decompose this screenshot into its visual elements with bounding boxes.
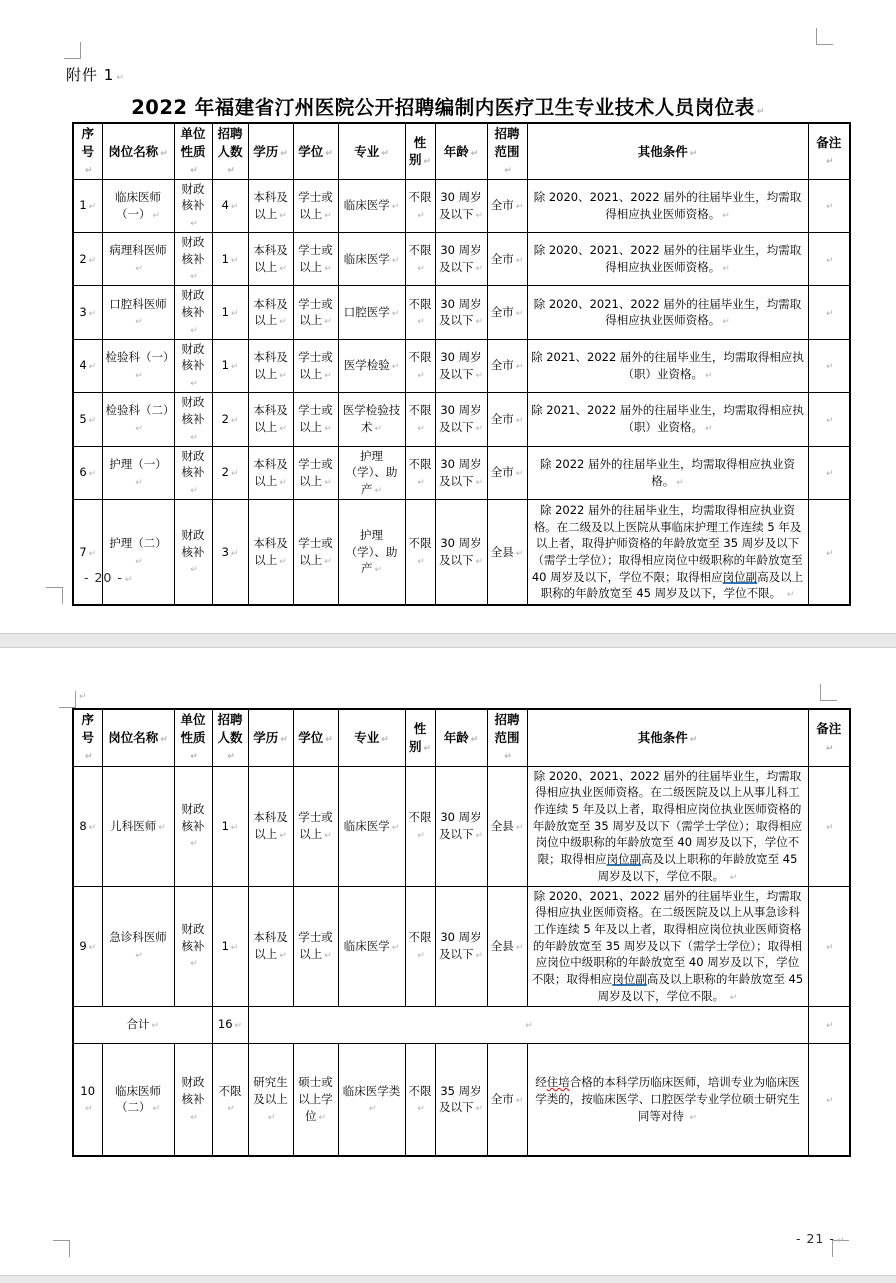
cell-gender: 不限 ↵ bbox=[405, 232, 435, 285]
cell-seq: 1 ↵ bbox=[73, 179, 102, 232]
cell-count: 1 ↵ bbox=[212, 286, 248, 339]
cell-degree: 学士或以上 ↵ bbox=[293, 393, 338, 446]
table-row bbox=[73, 286, 850, 339]
cell-post-name: 临床医师（一） ↵ bbox=[102, 179, 174, 232]
cell-education: 本科及以上 ↵ bbox=[248, 232, 293, 285]
cell-major: 临床医学 ↵ bbox=[338, 232, 405, 285]
margin-mark-icon bbox=[59, 691, 76, 708]
cell-unit-type: 财政核补 ↵ bbox=[174, 499, 212, 605]
total-row bbox=[73, 1006, 850, 1043]
cell-remark bbox=[808, 286, 850, 339]
header-degree: 学位 ↵ bbox=[293, 123, 338, 179]
cell-age: 30 周岁及以下 ↵ bbox=[435, 393, 487, 446]
table-row bbox=[73, 339, 850, 392]
cell-other-conditions bbox=[527, 766, 808, 886]
cell-scope: 全县 ↵ bbox=[487, 499, 527, 605]
cell-degree: 学士或以上 ↵ bbox=[293, 499, 338, 605]
cell-degree: 学士或以上 ↵ bbox=[293, 446, 338, 499]
cell-count: 4 ↵ bbox=[212, 179, 248, 232]
cell-remark bbox=[808, 766, 850, 886]
cell-major: 口腔医学 ↵ bbox=[338, 286, 405, 339]
header-major: 专业 ↵ bbox=[338, 123, 405, 179]
cell-unit-type: 财政核补 ↵ bbox=[174, 286, 212, 339]
cell-post-name: 急诊科医师 ↵ bbox=[102, 886, 174, 1006]
underlined-term: 岗位副 bbox=[606, 851, 642, 866]
cell-count: 1 ↵ bbox=[212, 232, 248, 285]
cell-scope: 全市 ↵ bbox=[487, 339, 527, 392]
header-other-conditions: 其他条件 ↵ bbox=[527, 709, 808, 766]
cell-seq: 7 ↵ bbox=[73, 499, 102, 605]
cell-other-conditions: 除 2022 届外的往届毕业生，均需取得相应执业资格。 ↵ bbox=[527, 446, 808, 499]
positions-table-page2 bbox=[72, 708, 851, 1157]
table-row bbox=[73, 499, 850, 605]
margin-mark-icon bbox=[53, 1240, 70, 1257]
other-conditions-text: 合格的本科学历临床医师，培训专业为临床医学类的，按临床医学、口腔医学专业学位硕士研究生同等对待 bbox=[535, 1075, 800, 1123]
attachment-label: 附件 1 ↵ bbox=[66, 64, 125, 85]
page-title: 2022 年福建省汀州医院公开招聘编制内医疗卫生专业技术人员岗位表 ↵ bbox=[0, 92, 896, 120]
cell-remark bbox=[808, 393, 850, 446]
header-gender: 性别 ↵ bbox=[405, 123, 435, 179]
cell-count: 不限 ↵ bbox=[212, 1043, 248, 1156]
cell-age: 30 周岁及以下 ↵ bbox=[435, 232, 487, 285]
cell-other-conditions: 除 2020、2021、2022 届外的往届毕业生，均需取得相应执业医师资格。 ↵ bbox=[527, 286, 808, 339]
table-row bbox=[73, 446, 850, 499]
header-remark: 备注 ↵ bbox=[808, 123, 850, 179]
cell-other-conditions: 除 2020、2021、2022 届外的往届毕业生，均需取得相应执业医师资格。 ↵ bbox=[527, 179, 808, 232]
cell-age: 30 周岁及以下 ↵ bbox=[435, 339, 487, 392]
total-label: 合计 ↵ bbox=[73, 1006, 212, 1043]
cell-education: 本科及以上 ↵ bbox=[248, 393, 293, 446]
cell-education: 本科及以上 ↵ bbox=[248, 886, 293, 1006]
cell-age: 30 周岁及以下 ↵ bbox=[435, 286, 487, 339]
table-row bbox=[73, 1043, 850, 1156]
cell-post-name: 临床医师（二） ↵ bbox=[102, 1043, 174, 1156]
cell-seq: 6 ↵ bbox=[73, 446, 102, 499]
table-header-row bbox=[73, 709, 850, 766]
cell-count: 1 ↵ bbox=[212, 886, 248, 1006]
cell-degree: 学士或以上 ↵ bbox=[293, 339, 338, 392]
cell-remark bbox=[808, 232, 850, 285]
cell-remark bbox=[808, 499, 850, 605]
cell-seq: 2 ↵ bbox=[73, 232, 102, 285]
header-count: 招聘人数 ↵ bbox=[212, 123, 248, 179]
margin-mark-icon bbox=[46, 587, 63, 604]
cell-count: 2 ↵ bbox=[212, 393, 248, 446]
cell-post-name: 口腔科医师 ↵ bbox=[102, 286, 174, 339]
cell-seq: 3 ↵ bbox=[73, 286, 102, 339]
cell-major: 护理（学）、助产 ↵ bbox=[338, 446, 405, 499]
cell-seq: 8 ↵ bbox=[73, 766, 102, 886]
cell-degree: 学士或以上 ↵ bbox=[293, 179, 338, 232]
header-major: 专业 ↵ bbox=[338, 709, 405, 766]
cell-unit-type: 财政核补 ↵ bbox=[174, 886, 212, 1006]
cell-other-conditions bbox=[527, 499, 808, 605]
header-age: 年龄 ↵ bbox=[435, 123, 487, 179]
header-unit-type: 单位性质 ↵ bbox=[174, 123, 212, 179]
other-conditions-text: 除 2022 届外的往届毕业生，均需取得相应执业资格。在二级及以上医院从事临床护理工作连续 5 年及以上者，取得护师资格的年龄放宽至 35 周岁及以下（需学士学位）；取得相应岗位中级职称的年龄放宽至 40 周岁及以下，学位不限；取得相应 bbox=[531, 502, 803, 584]
underlined-term: 岗位副 bbox=[612, 971, 647, 986]
cell-scope: 全县 ↵ bbox=[487, 886, 527, 1006]
margin-mark-icon bbox=[64, 42, 81, 59]
cell-age: 30 周岁及以下 ↵ bbox=[435, 886, 487, 1006]
cell-remark bbox=[808, 446, 850, 499]
page-number: - 21 - ↵ bbox=[796, 1231, 845, 1246]
other-conditions-text: 高及以上职称的年龄放宽至 45 周岁及以下，学位不限。 bbox=[597, 971, 804, 1003]
cell-scope: 全市 ↵ bbox=[487, 232, 527, 285]
cell-degree: 硕士或以上学位 ↵ bbox=[293, 1043, 338, 1156]
cell-major: 医学检验技术 ↵ bbox=[338, 393, 405, 446]
cell-age: 30 周岁及以下 ↵ bbox=[435, 499, 487, 605]
header-post-name: 岗位名称 ↵ bbox=[102, 123, 174, 179]
cell-age: 30 周岁及以下 ↵ bbox=[435, 179, 487, 232]
cell-remark bbox=[808, 339, 850, 392]
cell-scope: 全市 ↵ bbox=[487, 446, 527, 499]
table-header-row bbox=[73, 123, 850, 179]
cell-remark bbox=[808, 886, 850, 1006]
table-row bbox=[73, 393, 850, 446]
cell-post-name: 检验科（二） ↵ bbox=[102, 393, 174, 446]
spellcheck-flagged-term: 住培 bbox=[546, 1075, 570, 1090]
underlined-term: 岗位副 bbox=[722, 569, 758, 584]
cell-education: 本科及以上 ↵ bbox=[248, 446, 293, 499]
cell-seq: 10 ↵ bbox=[73, 1043, 102, 1156]
table-row bbox=[73, 886, 850, 1006]
header-other-conditions: 其他条件 ↵ bbox=[527, 123, 808, 179]
header-education: 学历 ↵ bbox=[248, 709, 293, 766]
cell-age: 30 周岁及以下 ↵ bbox=[435, 766, 487, 886]
cell-count: 2 ↵ bbox=[212, 446, 248, 499]
header-gender: 性别 ↵ bbox=[405, 709, 435, 766]
header-seq: 序号 ↵ bbox=[73, 123, 102, 179]
cell-major: 临床医学 ↵ bbox=[338, 179, 405, 232]
header-scope: 招聘范围 ↵ bbox=[487, 123, 527, 179]
cell-post-name: 检验科（一） ↵ bbox=[102, 339, 174, 392]
header-unit-type: 单位性质 ↵ bbox=[174, 709, 212, 766]
other-conditions-text: 经 bbox=[535, 1075, 547, 1090]
cell-remark bbox=[808, 1043, 850, 1156]
cell-major: 临床医学类 ↵ bbox=[338, 1043, 405, 1156]
cell-gender: 不限 ↵ bbox=[405, 179, 435, 232]
cell-remark bbox=[808, 179, 850, 232]
cell-gender: 不限 ↵ bbox=[405, 393, 435, 446]
cell-major: 护理（学）、助产 ↵ bbox=[338, 499, 405, 605]
header-age: 年龄 ↵ bbox=[435, 709, 487, 766]
cell-gender: 不限 ↵ bbox=[405, 886, 435, 1006]
cell-gender: 不限 ↵ bbox=[405, 766, 435, 886]
cell-education: 本科及以上 ↵ bbox=[248, 286, 293, 339]
cell-post-name: 护理（二） ↵ bbox=[102, 499, 174, 605]
header-remark: 备注 ↵ bbox=[808, 709, 850, 766]
cell-unit-type: 财政核补 ↵ bbox=[174, 232, 212, 285]
cell-seq: 5 ↵ bbox=[73, 393, 102, 446]
total-empty-cell bbox=[248, 1006, 808, 1043]
other-conditions-text: 除 2020、2021、2022 届外的往届毕业生，均需取得相应执业医师资格。在二级医院及以上从事儿科工作连续 5 年及以上者，取得相应岗位执业医师资格的年龄放宽至 35 周岁及以下（需学士学位）；取得相应岗位中级职称的年龄放宽至 40 周岁及以下，学位不限；取得相应 bbox=[532, 768, 803, 866]
cell-scope: 全市 ↵ bbox=[487, 286, 527, 339]
paragraph-mark-icon: ↵ bbox=[79, 692, 87, 702]
margin-mark-icon bbox=[816, 28, 833, 45]
cell-seq: 4 ↵ bbox=[73, 339, 102, 392]
cell-unit-type: 财政核补 ↵ bbox=[174, 446, 212, 499]
header-scope: 招聘范围 ↵ bbox=[487, 709, 527, 766]
cell-gender: 不限 ↵ bbox=[405, 339, 435, 392]
margin-mark-icon bbox=[820, 684, 837, 701]
cell-unit-type: 财政核补 ↵ bbox=[174, 1043, 212, 1156]
cell-age: 35 周岁及以下 ↵ bbox=[435, 1043, 487, 1156]
header-degree: 学位 ↵ bbox=[293, 709, 338, 766]
cell-other-conditions bbox=[527, 1043, 808, 1156]
cell-unit-type: 财政核补 ↵ bbox=[174, 766, 212, 886]
cell-remark bbox=[808, 1006, 850, 1043]
cell-scope: 全市 ↵ bbox=[487, 393, 527, 446]
cell-post-name: 护理（一） ↵ bbox=[102, 446, 174, 499]
page-break-band bbox=[0, 633, 896, 648]
page-number: - 20 - ↵ bbox=[84, 570, 133, 585]
cell-unit-type: 财政核补 ↵ bbox=[174, 339, 212, 392]
cell-post-name: 儿科医师 ↵ bbox=[102, 766, 174, 886]
cell-degree: 学士或以上 ↵ bbox=[293, 232, 338, 285]
header-education: 学历 ↵ bbox=[248, 123, 293, 179]
cell-education: 研究生及以上 ↵ bbox=[248, 1043, 293, 1156]
header-count: 招聘人数 ↵ bbox=[212, 709, 248, 766]
cell-other-conditions: 除 2021、2022 届外的往届毕业生，均需取得相应执（职）业资格。 ↵ bbox=[527, 393, 808, 446]
cell-scope: 全市 ↵ bbox=[487, 1043, 527, 1156]
other-conditions-text: 高及以上职称的年龄放宽至 45 周岁及以下，学位不限。 bbox=[540, 569, 804, 601]
cell-other-conditions: 除 2020、2021、2022 届外的往届毕业生，均需取得相应执业医师资格。 ↵ bbox=[527, 232, 808, 285]
cell-other-conditions bbox=[527, 886, 808, 1006]
cell-education: 本科及以上 ↵ bbox=[248, 499, 293, 605]
cell-education: 本科及以上 ↵ bbox=[248, 339, 293, 392]
header-seq: 序号 ↵ bbox=[73, 709, 102, 766]
cell-age: 30 周岁及以下 ↵ bbox=[435, 446, 487, 499]
cell-gender: 不限 ↵ bbox=[405, 1043, 435, 1156]
table-row bbox=[73, 232, 850, 285]
table-row bbox=[73, 179, 850, 232]
cell-count: 3 ↵ bbox=[212, 499, 248, 605]
cell-degree: 学士或以上 ↵ bbox=[293, 886, 338, 1006]
cell-major: 临床医学 ↵ bbox=[338, 766, 405, 886]
cell-post-name: 病理科医师 ↵ bbox=[102, 232, 174, 285]
cell-gender: 不限 ↵ bbox=[405, 286, 435, 339]
cell-scope: 全县 ↵ bbox=[487, 766, 527, 886]
cell-unit-type: 财政核补 ↵ bbox=[174, 393, 212, 446]
cell-education: 本科及以上 ↵ bbox=[248, 179, 293, 232]
cell-gender: 不限 ↵ bbox=[405, 446, 435, 499]
cell-count: 1 ↵ bbox=[212, 339, 248, 392]
cell-education: 本科及以上 ↵ bbox=[248, 766, 293, 886]
cell-other-conditions: 除 2021、2022 届外的往届毕业生，均需取得相应执（职）业资格。 ↵ bbox=[527, 339, 808, 392]
header-post-name: 岗位名称 ↵ bbox=[102, 709, 174, 766]
cell-gender: 不限 ↵ bbox=[405, 499, 435, 605]
table-row bbox=[73, 766, 850, 886]
cell-degree: 学士或以上 ↵ bbox=[293, 766, 338, 886]
total-count: 16 ↵ bbox=[212, 1006, 248, 1043]
cell-degree: 学士或以上 ↵ bbox=[293, 286, 338, 339]
other-conditions-text: 除 2020、2021、2022 届外的往届毕业生，均需取得相应执业医师资格。在二级医院及以上从事急诊科工作连续 5 年及以上者，取得相应岗位执业医师资格的年龄放宽至 35 周岁及以下（需学士学位）；取得相应岗位中级职称的年龄放宽至 40 周岁及以下，学位不限；取得相应 bbox=[531, 888, 803, 986]
cell-unit-type: 财政核补 ↵ bbox=[174, 179, 212, 232]
cell-count: 1 ↵ bbox=[212, 766, 248, 886]
positions-table-page1 bbox=[72, 122, 851, 606]
cell-seq: 9 ↵ bbox=[73, 886, 102, 1006]
other-conditions-text: 高及以上职称的年龄放宽至 45 周岁及以下，学位不限。 bbox=[597, 851, 798, 883]
cell-major: 医学检验 ↵ bbox=[338, 339, 405, 392]
cell-major: 临床医学 ↵ bbox=[338, 886, 405, 1006]
cell-scope: 全市 ↵ bbox=[487, 179, 527, 232]
